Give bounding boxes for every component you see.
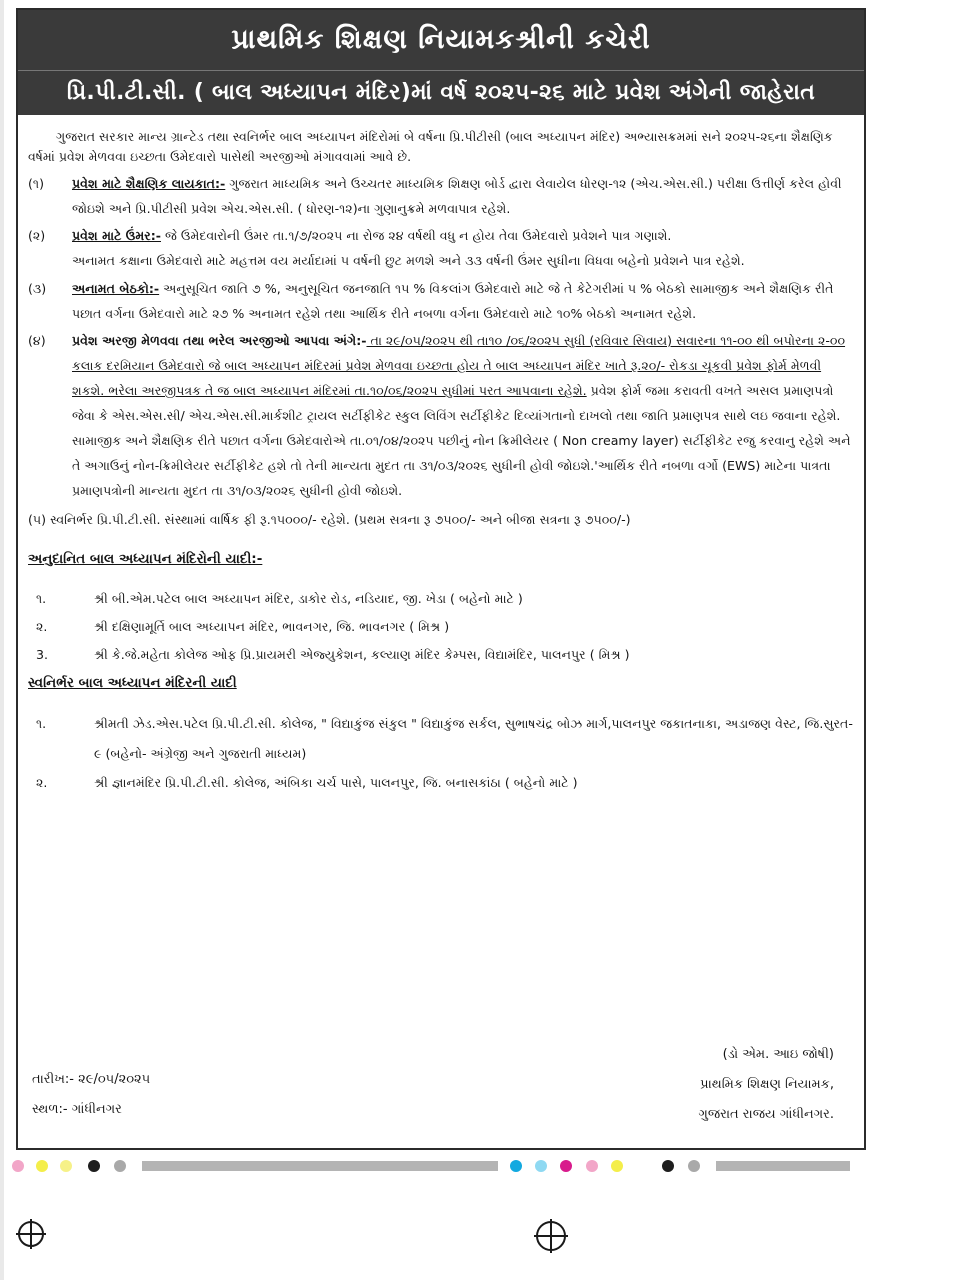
crosshair-registration-icon: [536, 1221, 566, 1251]
section-number: (૪): [28, 333, 46, 348]
list-item: [28, 709, 854, 769]
list-item: [28, 613, 854, 641]
registration-bar: [142, 1161, 498, 1171]
registration-dot: [12, 1160, 24, 1172]
registration-dot: [510, 1160, 522, 1172]
notice-title: પ્રાથમિક શિક્ષણ નિયામકશ્રીની કચેરી: [231, 24, 651, 55]
signatory-title: પ્રાથમિક શિક્ષણ નિયામક,: [700, 1077, 834, 1092]
list-item: [28, 641, 854, 669]
signature-block: [698, 1040, 834, 1130]
list-text: શ્રી કે.જે.મહેતા કોલેજ ઓફ પ્રિ.પ્રાયમરી એજ્યુકેશન, કલ્યાણ મંદિર કેમ્પસ, વિદ્યામંદિર, પાલનપુર ( મિશ્ર ): [94, 647, 630, 662]
list-text: શ્રી દક્ષિણામૂર્તિ બાલ અધ્યાપન મંદિર, ભાવનગર, જિ. ભાવનગર ( મિશ્ર ): [94, 619, 450, 634]
section-application: [28, 328, 854, 503]
place-value: ગાંધીનગર: [71, 1102, 122, 1117]
registration-dot: [60, 1160, 72, 1172]
aided-list-heading: અનુદાનિત બાલ અધ્યાપન મંદિરોની યાદી:-: [28, 551, 263, 567]
section-text: પ્રવેશ ફોર્મ જમા કરાવતી વખતે અસલ પ્રમાણપત્રો જેવા કે એસ.એસ.સી/ એચ.એસ.સી.માર્કશીટ ટ્રાયલ સર્ટીફીકેટ સ્કુલ લિવિંગ સર્ટીફીકેટ દિવ્યાંગતાનો દાખલો તથા જાતિ પ્રમાણપત્ર સાથે લઇ જવાના રહેશે. સામાજીક અને શૈક્ષણિક રીતે પછાત વર્ગના ઉમેદવારોએ તા.૦૧/૦૪/૨૦૨૫ પછીનું નોન ક્રિમીલેયર ( Non creamy layer) સર્ટીફીકેટ રજુ કરવાનુ રહેશે અને તે અગાઉનું નોન-ક્રિમીલેયર સર્ટીફીકેટ હશે તો તેની માન્યતા મુદત તા ૩૧/૦૩/૨૦૨૬ સુધીની હોવી જોઇશે.'આર્થિક રીતે નબળા વર્ગો (EWS) માટેના પાત્રતા પ્રમાણપત્રોની માન્યતા મુદત તા ૩૧/૦૩/૨૦૨૬ સુધીની હોવી જોઇશે.: [72, 383, 851, 498]
section-age: [28, 223, 854, 248]
section-text: અનુસૂચિત જાતિ ૭ %, અનુસૂચિત જનજાતિ ૧૫ % વિકલાંગ ઉમેદવારો માટે જે તે કેટેગરીમાં ૫ % બેઠકો સામાજીક અને શૈક્ષણિક રીતે પછાત વર્ગના ઉમેદવારો માટે ૨૭ % અનામત રહેશે તથા આર્થિક રીતે નબળા વર્ગના ઉમેદવારો માટે ૧૦% બેઠકો અનામત રહેશે.: [72, 281, 834, 321]
list-number: ૧.: [36, 591, 47, 606]
notice-footer: [18, 1040, 864, 1140]
page-edge: [0, 0, 4, 1280]
notice-content: [18, 115, 864, 797]
intro-paragraph: ગુજરાત સરકાર માન્ય ગ્રાન્ટેડ તથા સ્વનિર્ભર બાલ અધ્યાપન મંદિરોમાં બે વર્ષના પ્રિ.પીટીસી (બાલ અધ્યાપન મંદિર) અભ્યાસક્રમમાં સને ૨૦૨૫-૨૬ના શૈક્ષણિક વર્ષમાં પ્રવેશ મેળવવા ઇચ્છતા ઉમેદવારો પાસેથી અરજીઓ મંગાવવામાં આવે છે.: [28, 129, 833, 164]
section-label: પ્રવેશ માટે શૈક્ષણિક લાયકાત:-: [72, 176, 226, 191]
section-number: (૩): [28, 281, 47, 296]
registration-dot: [611, 1160, 623, 1172]
place-line: [32, 1102, 122, 1117]
section-reservation: [28, 276, 854, 326]
notice-header: [18, 10, 864, 115]
registration-dot: [586, 1160, 598, 1172]
section-underlined-text: તા ૨૯/૦૫/૨૦૨૫ થી તા૧૦ /૦૬/૨૦૨૫ સુધી (રવિવાર સિવાય) સવારના ૧૧-૦૦ થી બપોરના ૨-૦૦ કલાક દરમિયાન ઉમેદવારો જે બાલ અધ્યાપન મંદિરમાં પ્રવેશ મેળવવા ઇચ્છતા હોય તે બાલ અધ્યાપન મંદિર ખાતે રૂ.૨૦/- રોકડા ચૂકવી પ્રવેશ ફોર્મ મેળવી શકશે. ભરેલા અરજીપત્રક તે જ બાલ અધ્યાપન મંદિરમાં તા.૧૦/૦૬/૨૦૨૫ સુધીમાં પરત આપવાના રહેશે.: [72, 333, 846, 398]
notice-box: [16, 8, 866, 1150]
section-text: ગુજરાત માધ્યમિક અને ઉચ્ચતર માધ્યમિક શિક્ષણ બોર્ડ દ્વારા લેવાયેલ ધોરણ-૧૨ (એચ.એસ.સી.) પરીક્ષા ઉત્તીર્ણ કરેલ હોવી જોઇશે અને પ્રિ.પીટીસી પ્રવેશ એચ.એસ.સી. ( ધોરણ-૧૨)ના ગુણાનુક્રમે મળવાપાત્ર રહેશે.: [72, 176, 842, 216]
list-text: શ્રી જ્ઞાનમંદિર પ્રિ.પી.ટી.સી. કોલેજ, અંબિકા ચર્ચ પાસે, પાલનપુર, જિ. બનાસકાંઠા ( બહેનો માટે ): [94, 775, 578, 790]
section-label: અનામત બેઠકો:-: [72, 281, 160, 296]
place-label: સ્થળ:-: [32, 1102, 68, 1117]
self-financed-list-heading: સ્વનિર્ભર બાલ અધ્યાપન મંદિરની યાદી: [28, 675, 237, 691]
registration-dot: [535, 1160, 547, 1172]
registration-dot: [36, 1160, 48, 1172]
list-item: [28, 585, 854, 613]
crosshair-registration-icon: [18, 1221, 44, 1247]
fee-line: (૫) સ્વનિર્ભર પ્રિ.પી.ટી.સી. સંસ્થામાં વાર્ષિક ફી રૂ.૧૫૦૦૦/- રહેશે. (પ્રથમ સત્રના રૂ ૭૫૦૦/- અને બીજા સત્રના રૂ ૭૫૦૦/-): [28, 512, 631, 527]
section-age-note: અનામત કક્ષાના ઉમેદવારો માટે મહત્તમ વય મર્યાદામાં ૫ વર્ષની છુટ મળશે અને ૩૩ વર્ષની ઉંમર સુધીના વિધવા બહેનો પ્રવેશને પાત્ર રહેશે.: [72, 253, 745, 268]
section-number: (૧): [28, 176, 44, 191]
aided-list: [28, 585, 854, 669]
signatory-office: ગુજરાત રાજય ગાંધીનગર.: [698, 1107, 834, 1122]
registration-dot: [662, 1160, 674, 1172]
registration-bar: [716, 1161, 850, 1171]
section-qualification: [28, 171, 854, 221]
section-text: જે ઉમેદવારોની ઉંમર તા.૧/૭/૨૦૨૫ ના રોજ ૨૪ વર્ષથી વધુ ન હોય તેવા ઉમેદવારો પ્રવેશને પાત્ર ગણાશે.: [161, 228, 672, 243]
registration-dot: [688, 1160, 700, 1172]
list-number: ૨.: [36, 775, 48, 790]
registration-dot: [88, 1160, 100, 1172]
notice-subtitle: પ્રિ.પી.ટી.સી. ( બાલ અધ્યાપન મંદિર)માં વર્ષ ૨૦૨૫-૨૬ માટે પ્રવેશ અંગેની જાહેરાત: [18, 70, 864, 115]
registration-dot: [560, 1160, 572, 1172]
date-line: [32, 1072, 150, 1087]
list-number: ૨.: [36, 619, 48, 634]
list-text: શ્રીમતી ઝેડ.એસ.પટેલ પ્રિ.પી.ટી.સી. કોલેજ, " વિદ્યાકુંજ સંકુલ " વિદ્યાકુંજ સર્કલ, સુભાષચંદ્ર બોઝ માર્ગ,પાલનપુર જકાતનાકા, અડાજણ વેસ્ટ, જિ.સુરત- ૯ (બહેનો- અંગ્રેજી અને ગુજરાતી માધ્યમ): [94, 716, 853, 761]
date-value: ૨૯/૦૫/૨૦૨૫: [78, 1072, 151, 1087]
registration-dot: [114, 1160, 126, 1172]
section-label: પ્રવેશ માટે ઉંમર:-: [72, 228, 161, 243]
list-item: [28, 769, 854, 797]
date-label: તારીખ:-: [32, 1072, 74, 1087]
self-financed-list: [28, 709, 854, 797]
signatory-name: (ડો એમ. આઇ જોષી): [722, 1047, 834, 1062]
section-label: પ્રવેશ અરજી મેળવવા તથા ભરેલ અરજીઓ આપવા અંગે:-: [72, 333, 367, 348]
section-number: (૨): [28, 228, 46, 243]
list-text: શ્રી બી.એમ.પટેલ બાલ અધ્યાપન મંદિર, ડાકોર રોડ, નડિયાદ, જી. ખેડા ( બહેનો માટે ): [94, 591, 523, 606]
list-number: 3.: [36, 647, 49, 662]
list-number: ૧.: [36, 716, 47, 731]
print-registration-strip: [0, 1160, 969, 1172]
